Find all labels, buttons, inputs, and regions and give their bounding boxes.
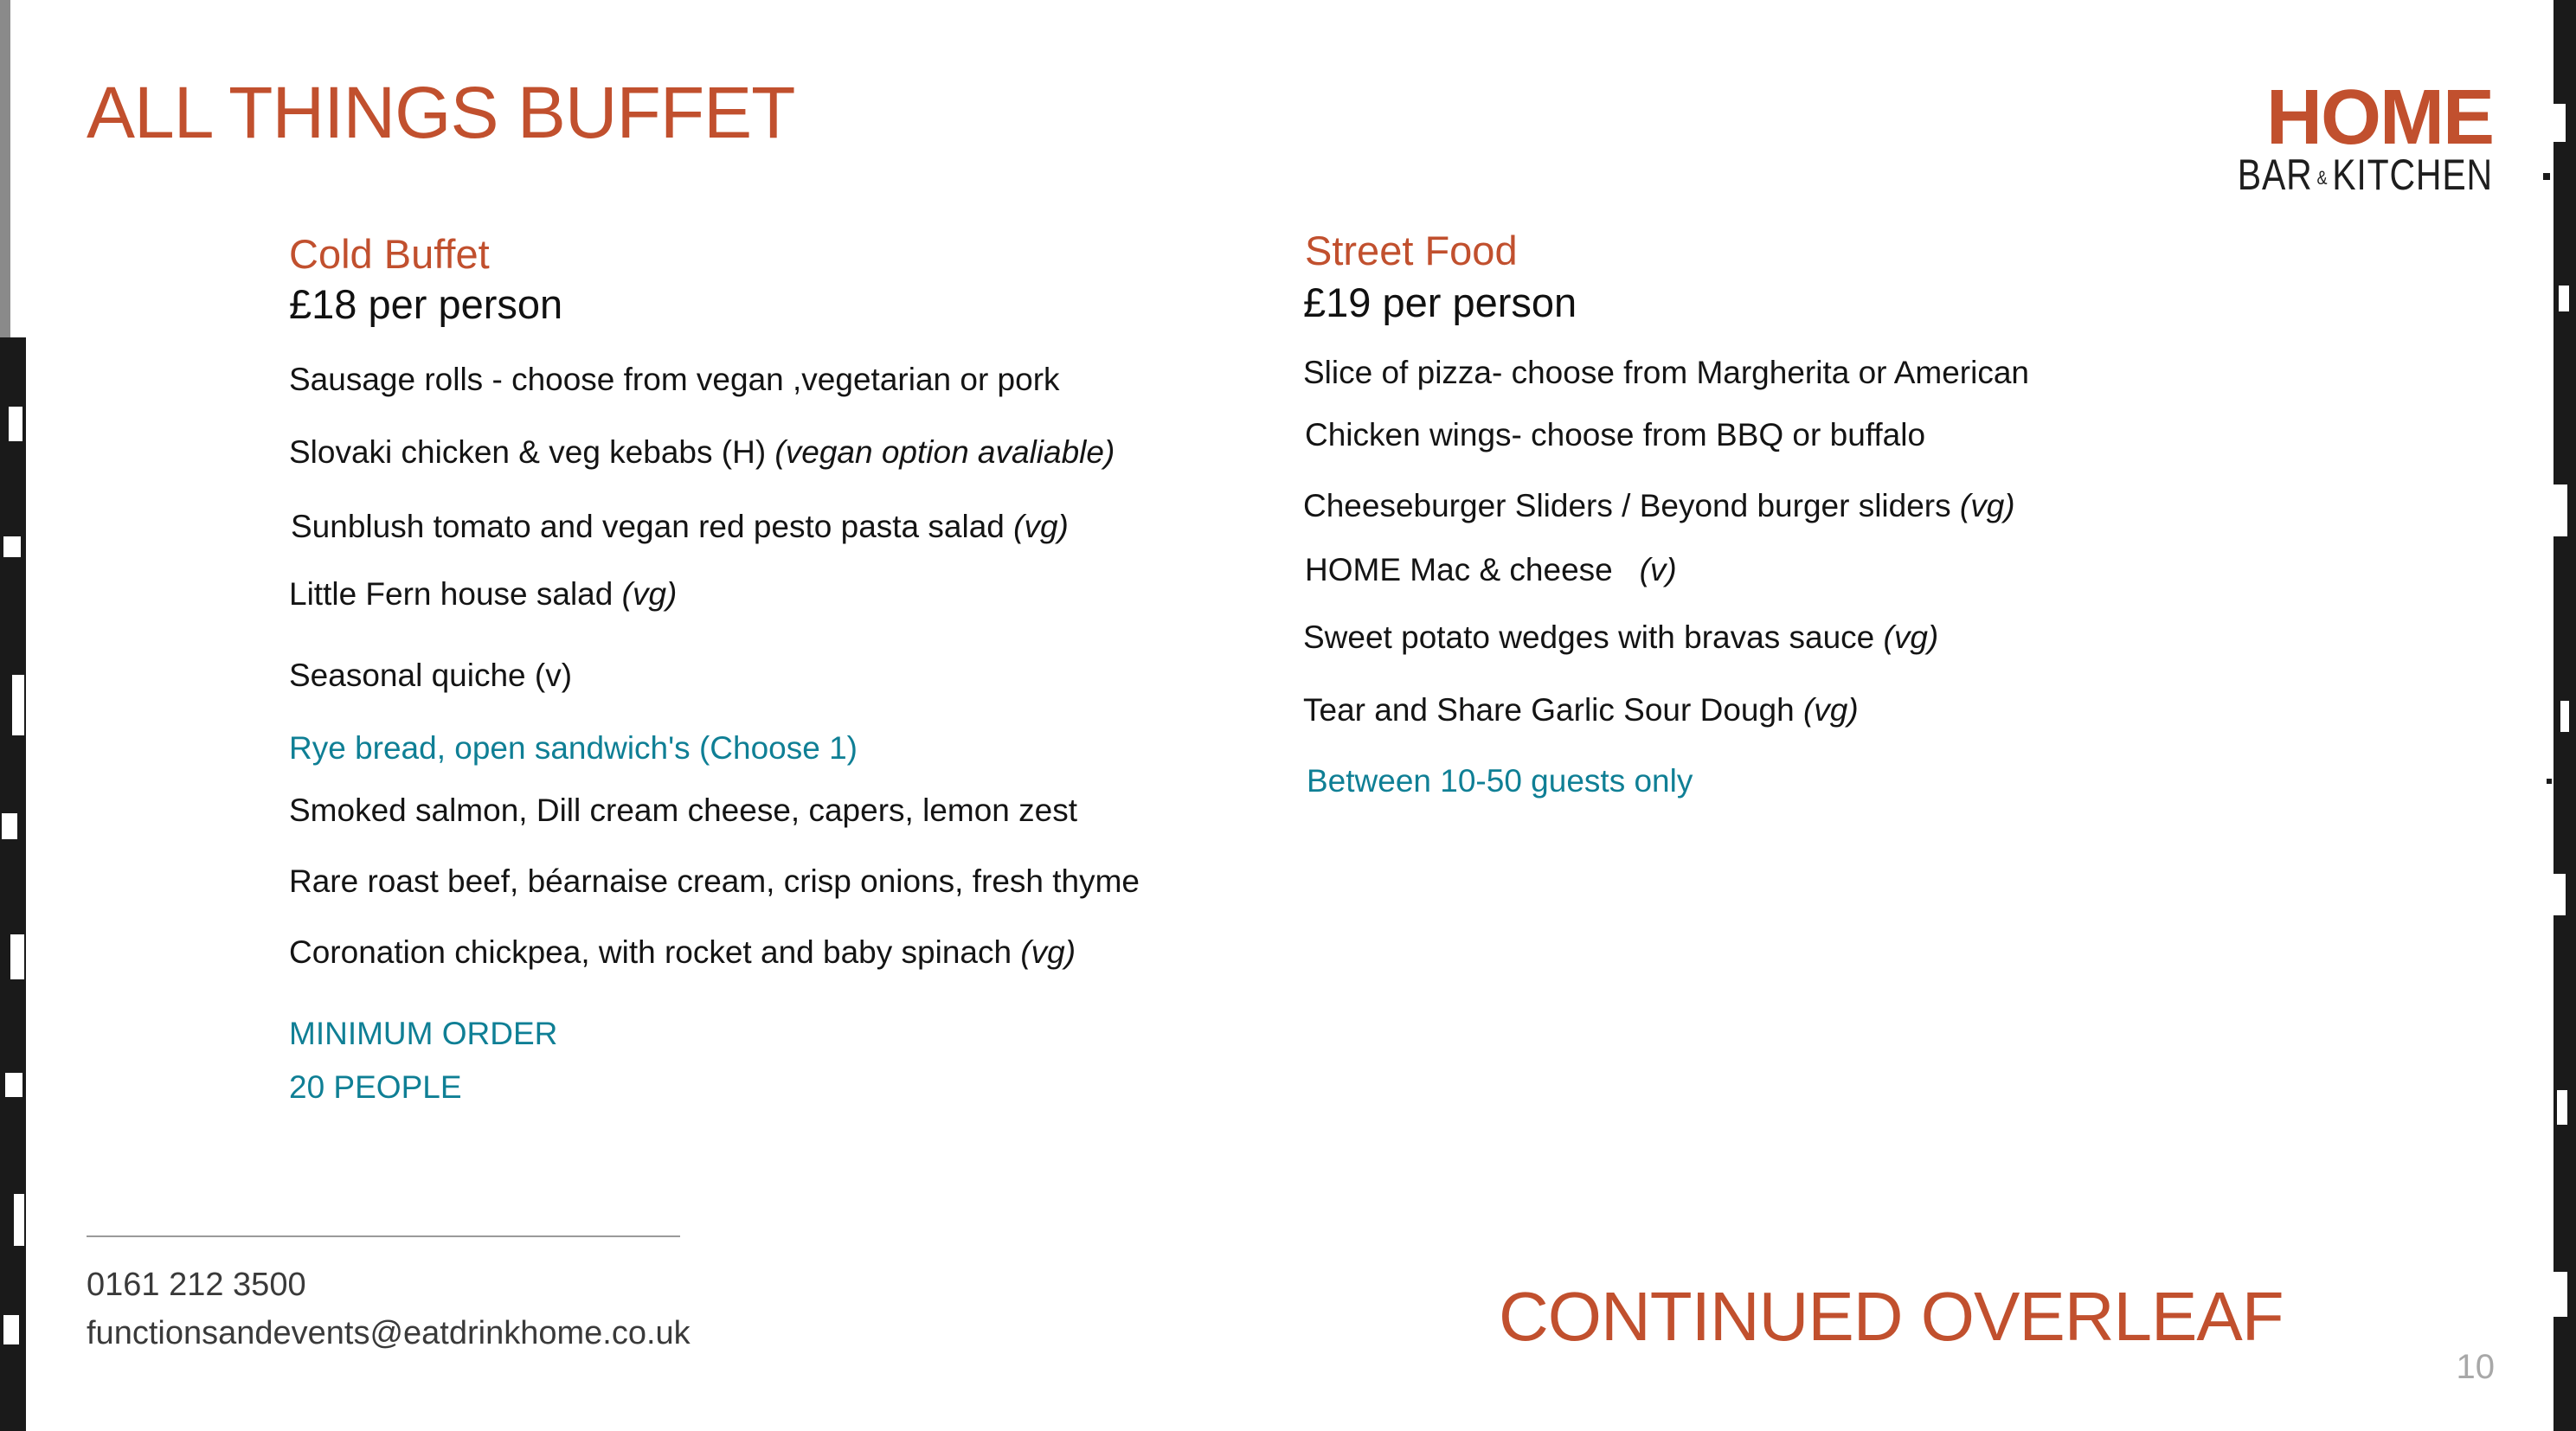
menu-item: Sweet potato wedges with bravas sauce (vg) [1303,619,1939,655]
menu-item: Sausage rolls - choose from vegan ,vegetarian or pork [289,362,1060,397]
logo-kitchen-text: KITCHEN [2332,151,2493,199]
cold-buffet-price: £18 per person [289,281,563,327]
logo-subtitle [2237,151,2493,199]
sandwich-item: Coronation chickpea, with rocket and baby spinach (vg) [289,934,1076,970]
menu-item: Seasonal quiche (v) [289,658,573,693]
right-edge-texture [2524,0,2576,1431]
menu-item: Slice of pizza- choose from Margherita or American [1303,355,2030,390]
menu-item: Chicken wings- choose from BBQ or buffalo [1305,417,1926,452]
minimum-order-count: 20 PEOPLE [289,1069,462,1105]
minimum-order-label: MINIMUM ORDER [289,1016,558,1051]
menu-item: Cheeseburger Sliders / Beyond burger sliders (vg) [1303,488,2015,523]
left-edge-texture [0,0,40,1431]
footer-divider [87,1235,680,1237]
menu-item: Tear and Share Garlic Sour Dough (vg) [1303,692,1859,728]
menu-item: Sunblush tomato and vegan red pesto pasta salad (vg) [291,509,1069,544]
logo-home-text: HOME [2266,74,2493,161]
contact-email[interactable]: functionsandevents@eatdrinkhome.co.uk [87,1315,691,1351]
street-food-price: £19 per person [1303,279,1577,325]
sandwich-item: Smoked salmon, Dill cream cheese, capers, lemon zest [289,793,1077,828]
continued-overleaf-text: CONTINUED OVERLEAF [1499,1278,2284,1355]
logo-bar-text: BAR [2237,151,2313,199]
guest-limit-note: Between 10-50 guests only [1307,763,1693,799]
brand-logo [2181,74,2493,199]
menu-item: Slovaki chicken & veg kebabs (H) (vegan option avaliable) [289,434,1115,470]
sandwich-heading: Rye bread, open sandwich's (Choose 1) [289,730,858,766]
page-title: ALL THINGS BUFFET [87,72,795,153]
cold-buffet-heading: Cold Buffet [289,231,490,277]
sandwich-item: Rare roast beef, béarnaise cream, crisp onions, fresh thyme [289,863,1140,899]
page-number: 10 [2456,1348,2495,1386]
street-food-heading: Street Food [1305,228,1518,273]
menu-item: HOME Mac & cheese (v) [1305,552,1677,587]
menu-item: Little Fern house salad (vg) [289,576,678,612]
contact-phone[interactable]: 0161 212 3500 [87,1267,306,1303]
logo-ampersand: & [2316,166,2329,189]
